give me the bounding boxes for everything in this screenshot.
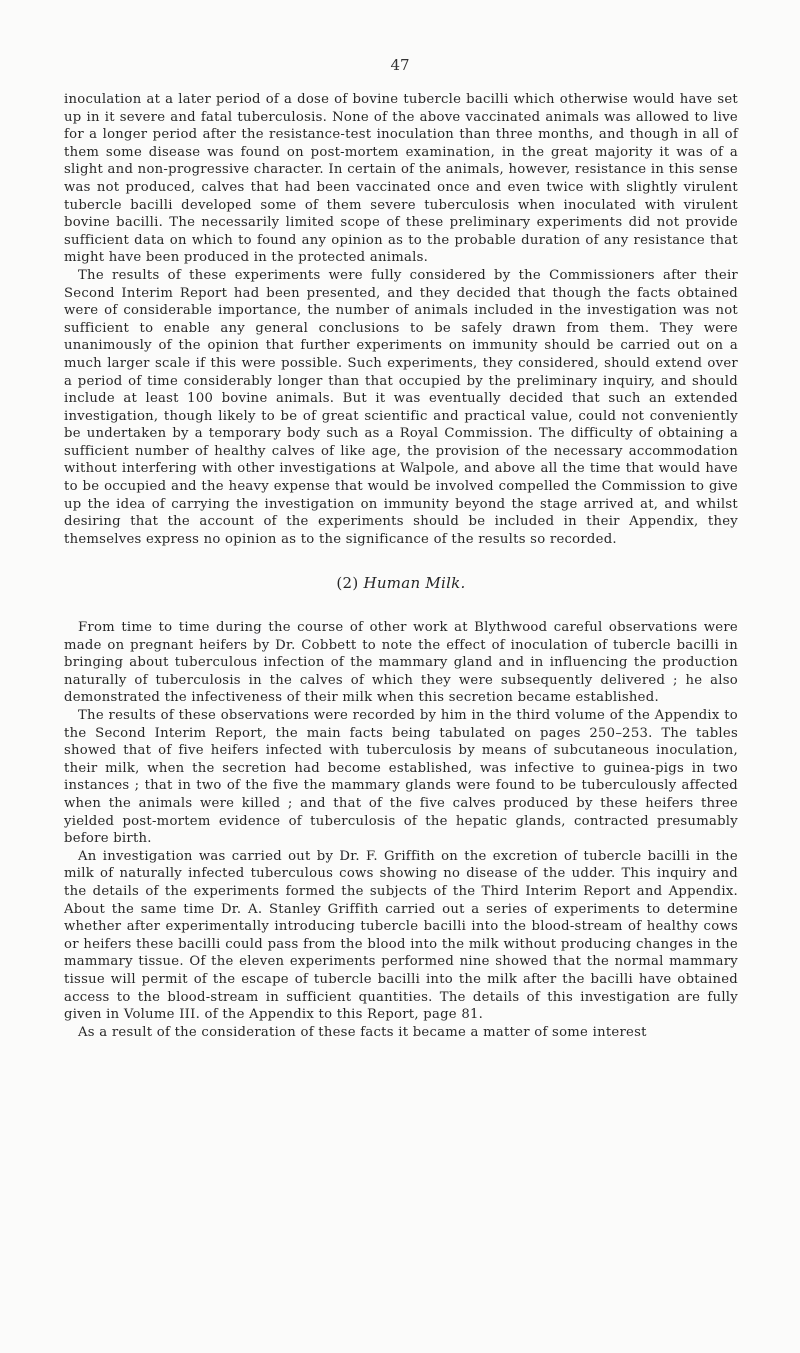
section-number: (2) — [336, 574, 359, 593]
paragraph: As a result of the consideration of these facts it became a matter of some interest — [78, 1024, 647, 1040]
body-text — [64, 91, 738, 1041]
paragraph: From time to time during the course of other work at Blythwood careful observations were made on pregnant heifers by Dr. Cobbett to note the effect of inoculation of tubercle bacilli in bringing about tuberculous infection of the mammary gland and in influencing the production naturally of tuberculosis in the calves of which they were subsequently delivered ; he also demonstrated the infectiveness of their milk when this secretion became established. — [64, 620, 738, 706]
paragraph: An investigation was carried out by Dr. F. Griffith on the excretion of tubercle bacilli in the milk of naturally infected tuberculous cows showing no disease of the udder. This inquiry and the details of the experiments formed the subjects of the Third Interim Report and Appendix. About the same time Dr. A. Stanley Griffith carried out a series of experiments to determine whether after experimentally introducing tubercle bacilli into the blood-stream of healthy cows or heifers these bacilli could pass from the blood into the milk without producing changes in the mammary tissue. Of the eleven experiments performed nine showed that the normal mammary tissue will permit of the escape of tubercle bacilli into the milk after the bacilli have obtained access to the blood-stream in sufficient quantities. The details of this investigation are fully given in Volume III. of the Appendix to this Report, page 81. — [64, 848, 738, 1023]
paragraph: inoculation at a later period of a dose of bovine tubercle bacilli which otherwise would have set up in it severe and fatal tuberculosis. None of the above vaccinated animals was allowed to live for a longer period after the resistance-test inoculation than three months, and though in all of them some disease was found on post-mortem examination, in the great majority it was of a slight and non-progressive character. In certain of the animals, however, resistance in this sense was not produced, calves that had been vaccinated once and even twice with slightly virulent tubercle bacilli developed some of them severe tuberculosis when inoculated with virulent bovine bacilli. The necessarily limited scope of these preliminary experiments did not provide sufficient data on which to found any opinion as to the probable duration of any resistance that might have been produced in the protected animals. — [64, 92, 738, 266]
section-title: Human Milk. — [363, 574, 466, 593]
paragraph: The results of these experiments were fully considered by the Commissioners after their Second Interim Report had been presented, and they decided that though the facts obtained were of considerable importance, the number of animals included in the investigation was not sufficient to enable any general conclusions to be safely drawn from them. They were unanimously of the opinion that further experiments on immunity should be carried out on a much larger scale if this were possible. Such experiments, they considered, should extend over a period of time considerably longer than that occupied by the preliminary inquiry, and should include at least 100 bovine animals. But it was eventually decided that such an extended investigation, though likely to be of great scientific and practical value, could not conveniently be undertaken by a temporary body such as a Royal Commission. The difficulty of obtaining a sufficient number of healthy calves of like age, the provision of the necessary accommodation without interfering with other investigations at Walpole, and above all the time that would have to be occupied and the heavy expense that would be involved compelled the Commission to give up the idea of carrying the investigation on immunity beyond the stage arrived at, and whilst desiring that the account of the experiments should be included in their Appendix, they themselves express no opinion as to the significance of the results so recorded. — [64, 267, 738, 547]
paragraph: The results of these observations were recorded by him in the third volume of the Appendix to the Second Interim Report, the main facts being tabulated on pages 250–253. The tables showed that of five heifers infected with tuberculosis by means of subcutaneous inoculation, their milk, when the secretion had become established, was infective to guinea-pigs in two instances ; that in two of the five the mammary glands were found to be tuberculously affected when the animals were killed ; and that of the five calves produced by these heifers three yielded post-mortem evidence of tuberculosis of the hepatic glands, contracted presumably before birth. — [64, 708, 738, 847]
section-heading — [64, 575, 738, 593]
page-number: 47 — [390, 56, 410, 74]
